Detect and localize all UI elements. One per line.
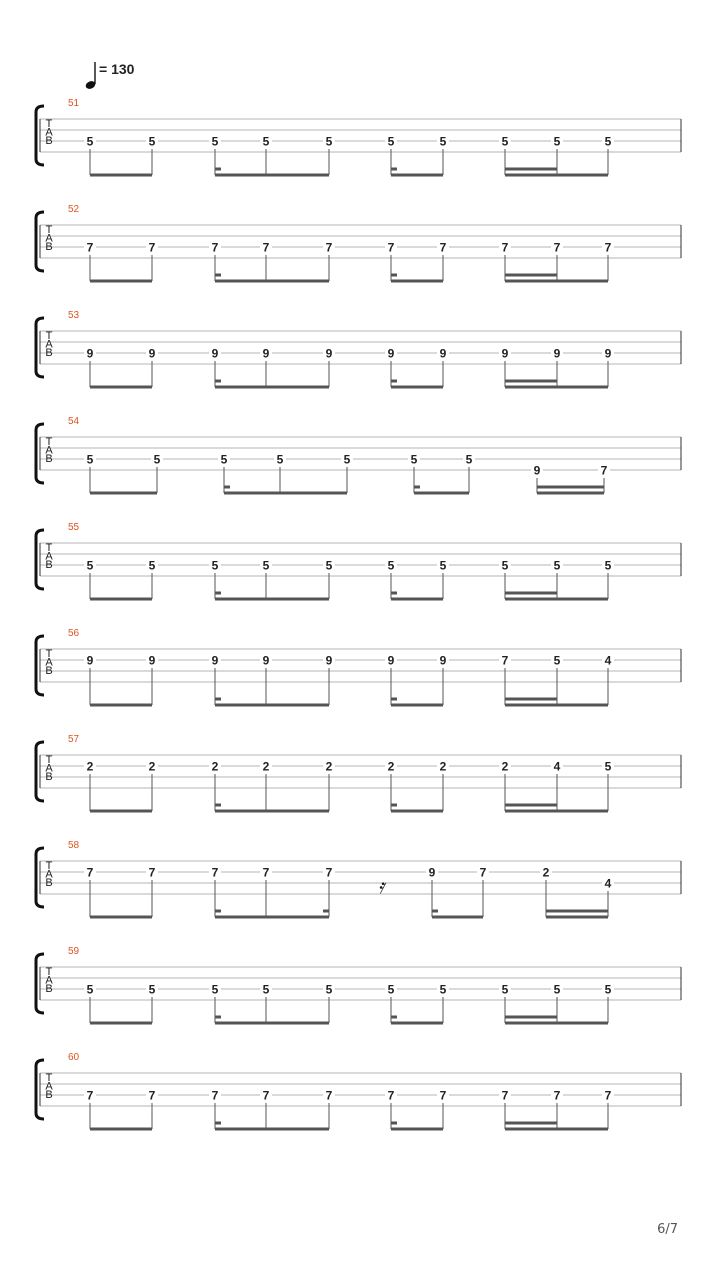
fret-number: 9 [262, 653, 270, 668]
fret-number: 5 [553, 558, 561, 573]
fret-number: 7 [86, 1088, 94, 1103]
fret-number: 2 [542, 865, 550, 880]
fret-number: 7 [148, 1088, 156, 1103]
fret-number: 7 [86, 240, 94, 255]
fret-number: 7 [553, 1088, 561, 1103]
tab-clef-letter: T [45, 1072, 53, 1084]
fret-number: 7 [387, 240, 395, 255]
fret-number: 5 [211, 558, 219, 573]
fret-number: 7 [325, 240, 333, 255]
tab-clef-letter: A [45, 762, 53, 775]
fret-number: 5 [148, 134, 156, 149]
fret-number: 7 [211, 240, 219, 255]
fret-number: 9 [262, 346, 270, 361]
tab-clef-letter: T [45, 754, 53, 766]
fret-number: 9 [439, 653, 447, 668]
fret-number: 9 [211, 653, 219, 668]
tempo-marking: = 130 [99, 61, 135, 77]
tab-clef-letter: T [45, 860, 53, 872]
tab-clef-letter: B [45, 1089, 53, 1101]
fret-number: 7 [148, 865, 156, 880]
fret-number: 9 [148, 346, 156, 361]
fret-number: 7 [604, 1088, 612, 1103]
tab-clef-letter: A [45, 656, 53, 669]
tab-clef-letter: B [45, 877, 53, 889]
fret-number: 9 [86, 346, 94, 361]
fret-number: 5 [439, 982, 447, 997]
fret-number: 7 [148, 240, 156, 255]
fret-number: 5 [148, 558, 156, 573]
fret-number: 5 [501, 558, 509, 573]
fret-number: 2 [86, 759, 94, 774]
tab-clef-letter: A [45, 232, 53, 245]
fret-number: 9 [428, 865, 436, 880]
fret-number: 9 [325, 653, 333, 668]
tab-clef-letter: B [45, 347, 53, 359]
fret-number: 7 [439, 1088, 447, 1103]
fret-number: 2 [148, 759, 156, 774]
fret-number: 7 [501, 653, 509, 668]
fret-number: 7 [211, 865, 219, 880]
measure-number: 51 [68, 98, 80, 109]
tab-clef-letter: T [45, 436, 53, 448]
fret-number: 7 [387, 1088, 395, 1103]
measure-number: 59 [68, 946, 80, 957]
fret-number: 5 [148, 982, 156, 997]
fret-number: 2 [211, 759, 219, 774]
fret-number: 7 [325, 1088, 333, 1103]
fret-number: 5 [343, 452, 351, 467]
fret-number: 5 [211, 982, 219, 997]
fret-number: 7 [600, 463, 608, 478]
fret-number: 7 [553, 240, 561, 255]
fret-number: 5 [410, 452, 418, 467]
tab-clef-letter: B [45, 241, 53, 253]
measure-number: 53 [68, 310, 80, 321]
fret-number: 7 [262, 1088, 270, 1103]
fret-number: 9 [533, 463, 541, 478]
measure-number: 56 [68, 628, 80, 639]
fret-number: 7 [501, 240, 509, 255]
tab-clef-letter: T [45, 224, 53, 236]
fret-number: 5 [153, 452, 161, 467]
tab-clef-letter: B [45, 559, 53, 571]
fret-number: 2 [262, 759, 270, 774]
fret-number: 9 [604, 346, 612, 361]
measure-number: 60 [68, 1052, 80, 1063]
fret-number: 9 [387, 653, 395, 668]
fret-number: 9 [387, 346, 395, 361]
fret-number: 7 [479, 865, 487, 880]
fret-number: 5 [262, 134, 270, 149]
fret-number: 5 [387, 558, 395, 573]
measure-number: 52 [68, 204, 80, 215]
tab-clef-letter: B [45, 453, 53, 465]
fret-number: 5 [325, 134, 333, 149]
fret-number: 5 [86, 134, 94, 149]
tab-clef-letter: A [45, 126, 53, 139]
fret-number: 5 [262, 558, 270, 573]
fret-number: 5 [604, 558, 612, 573]
tab-clef-letter: B [45, 665, 53, 677]
fret-number: 5 [220, 452, 228, 467]
fret-number: 7 [439, 240, 447, 255]
measure-number: 54 [68, 416, 80, 427]
fret-number: 2 [325, 759, 333, 774]
fret-number: 9 [325, 346, 333, 361]
tab-clef-letter: B [45, 771, 53, 783]
fret-number: 5 [86, 982, 94, 997]
tab-clef-letter: T [45, 542, 53, 554]
tab-clef-letter: B [45, 983, 53, 995]
fret-number: 9 [501, 346, 509, 361]
page-number: 6/7 [657, 1222, 678, 1237]
tab-clef-letter: A [45, 868, 53, 881]
fret-number: 2 [387, 759, 395, 774]
tab-clef-letter: T [45, 330, 53, 342]
fret-number: 2 [439, 759, 447, 774]
fret-number: 5 [387, 134, 395, 149]
tab-clef-letter: A [45, 444, 53, 457]
fret-number: 9 [86, 653, 94, 668]
tab-clef-letter: T [45, 118, 53, 130]
fret-number: 5 [604, 982, 612, 997]
fret-number: 5 [276, 452, 284, 467]
fret-number: 7 [325, 865, 333, 880]
fret-number: 5 [553, 653, 561, 668]
fret-number: 7 [211, 1088, 219, 1103]
fret-number: 5 [325, 558, 333, 573]
fret-number: 9 [553, 346, 561, 361]
fret-number: 5 [501, 134, 509, 149]
fret-number: 2 [501, 759, 509, 774]
fret-number: 5 [604, 134, 612, 149]
measure-number: 58 [68, 840, 80, 851]
tab-clef-letter: T [45, 648, 53, 660]
tab-clef-letter: A [45, 1080, 53, 1093]
tab-clef-letter: T [45, 966, 53, 978]
fret-number: 7 [262, 240, 270, 255]
fret-number: 5 [439, 134, 447, 149]
measure-number: 55 [68, 522, 80, 533]
fret-number: 9 [439, 346, 447, 361]
tab-clef-letter: B [45, 135, 53, 147]
fret-number: 5 [211, 134, 219, 149]
fret-number: 5 [501, 982, 509, 997]
fret-number: 4 [604, 876, 612, 891]
fret-number: 7 [604, 240, 612, 255]
fret-number: 5 [465, 452, 473, 467]
fret-number: 5 [387, 982, 395, 997]
fret-number: 7 [86, 865, 94, 880]
fret-number: 9 [148, 653, 156, 668]
measure-number: 57 [68, 734, 80, 745]
fret-number: 5 [86, 558, 94, 573]
fret-number: 7 [262, 865, 270, 880]
tab-clef-letter: A [45, 338, 53, 351]
sixteenth-rest-icon: 𝄿 [377, 876, 385, 898]
fret-number: 5 [553, 134, 561, 149]
fret-number: 5 [439, 558, 447, 573]
fret-number: 5 [604, 759, 612, 774]
fret-number: 5 [553, 982, 561, 997]
fret-number: 5 [325, 982, 333, 997]
tab-clef-letter: A [45, 974, 53, 987]
fret-number: 7 [501, 1088, 509, 1103]
fret-number: 5 [86, 452, 94, 467]
fret-number: 5 [262, 982, 270, 997]
tab-clef-letter: A [45, 550, 53, 563]
fret-number: 4 [553, 759, 561, 774]
fret-number: 4 [604, 653, 612, 668]
fret-number: 9 [211, 346, 219, 361]
